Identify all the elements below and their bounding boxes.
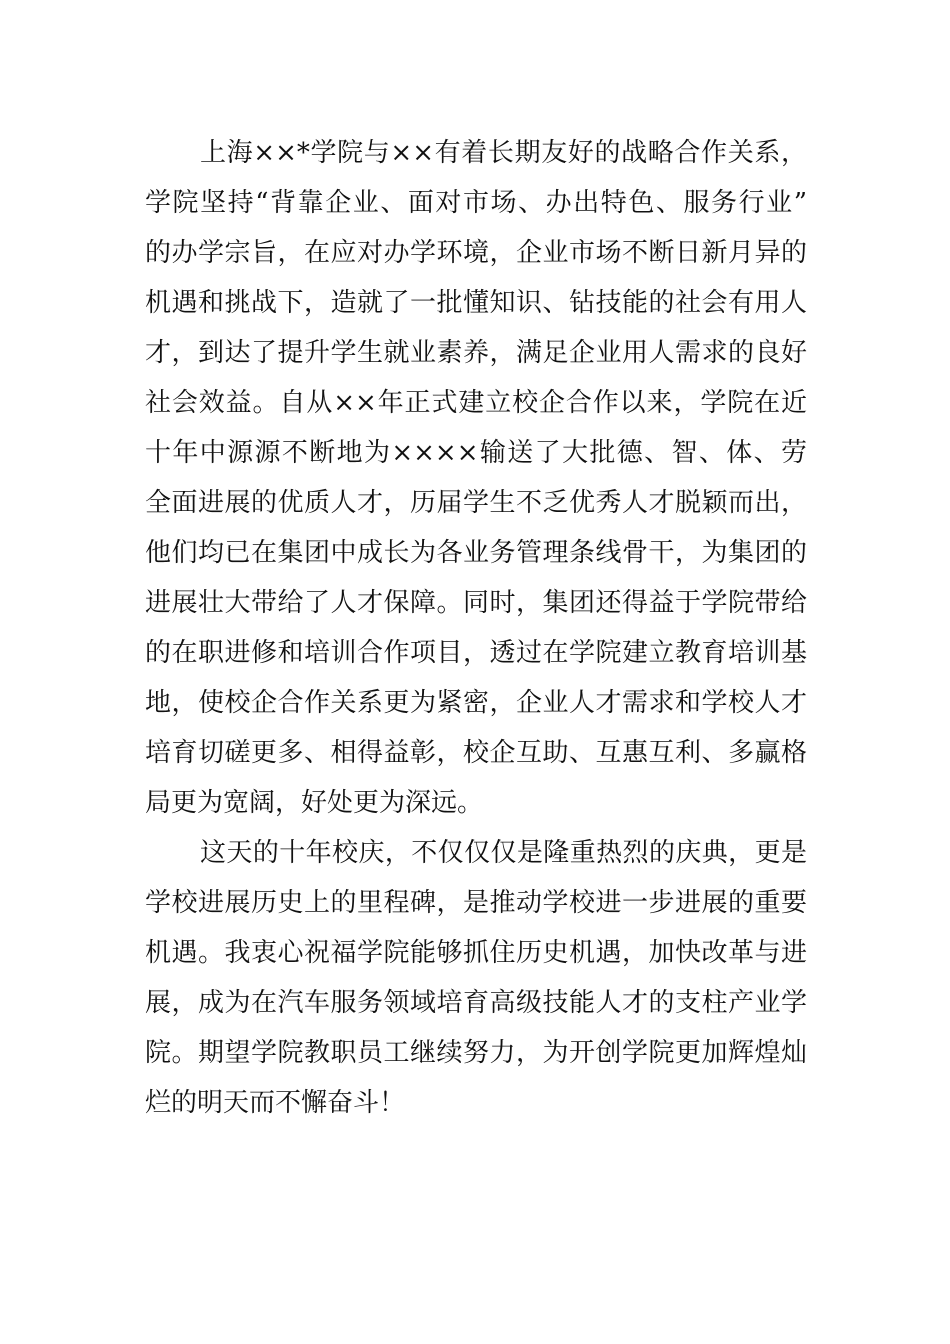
paragraph-line: 机遇。我衷心祝福学院能够抓住历史机遇，加快改革与进 bbox=[145, 938, 807, 968]
paragraph-line: 烂的明天而不懈奋斗！ bbox=[145, 1088, 406, 1118]
paragraph-line: 院。期望学院教职员工继续努力，为开创学院更加辉煌灿 bbox=[145, 1038, 807, 1068]
paragraph-line: 局更为宽阔，好处更为深远。 bbox=[145, 788, 484, 818]
paragraph-line: 学校进展历史上的里程碑，是推动学校进一步进展的重要 bbox=[145, 888, 807, 918]
paragraph-cooperation bbox=[145, 128, 807, 828]
paragraph-line: 机遇和挑战下，造就了一批懂知识、钻技能的社会有用人 bbox=[145, 288, 807, 318]
paragraph-line: 十年中源源不断地为××××输送了大批德、智、体、劳 bbox=[145, 438, 807, 468]
paragraph-line: 展，成为在汽车服务领域培育高级技能人才的支柱产业学 bbox=[145, 988, 807, 1018]
document-body bbox=[145, 128, 807, 1128]
paragraph-line: 上海××*学院与××有着长期友好的战略合作关系， bbox=[200, 138, 807, 168]
paragraph-line: 学院坚持“背靠企业、面对市场、办出特色、服务行业” bbox=[145, 188, 807, 218]
paragraph-anniversary bbox=[145, 828, 807, 1128]
paragraph-line: 的在职进修和培训合作项目，透过在学院建立教育培训基 bbox=[145, 638, 807, 668]
paragraph-line: 社会效益。自从××年正式建立校企合作以来，学院在近 bbox=[145, 388, 807, 418]
paragraph-line: 培育切磋更多、相得益彰，校企互助、互惠互利、多赢格 bbox=[145, 738, 807, 768]
paragraph-line: 进展壮大带给了人才保障。同时，集团还得益于学院带给 bbox=[145, 588, 807, 618]
paragraph-line: 全面进展的优质人才，历届学生不乏优秀人才脱颖而出， bbox=[145, 488, 807, 518]
paragraph-line: 才，到达了提升学生就业素养，满足企业用人需求的良好 bbox=[145, 338, 807, 368]
paragraph-line: 这天的十年校庆，不仅仅仅是隆重热烈的庆典，更是 bbox=[200, 838, 807, 868]
paragraph-line: 他们均已在集团中成长为各业务管理条线骨干，为集团的 bbox=[145, 538, 807, 568]
paragraph-line: 地，使校企合作关系更为紧密，企业人才需求和学校人才 bbox=[145, 688, 807, 718]
paragraph-line: 的办学宗旨，在应对办学环境，企业市场不断日新月异的 bbox=[145, 238, 807, 268]
